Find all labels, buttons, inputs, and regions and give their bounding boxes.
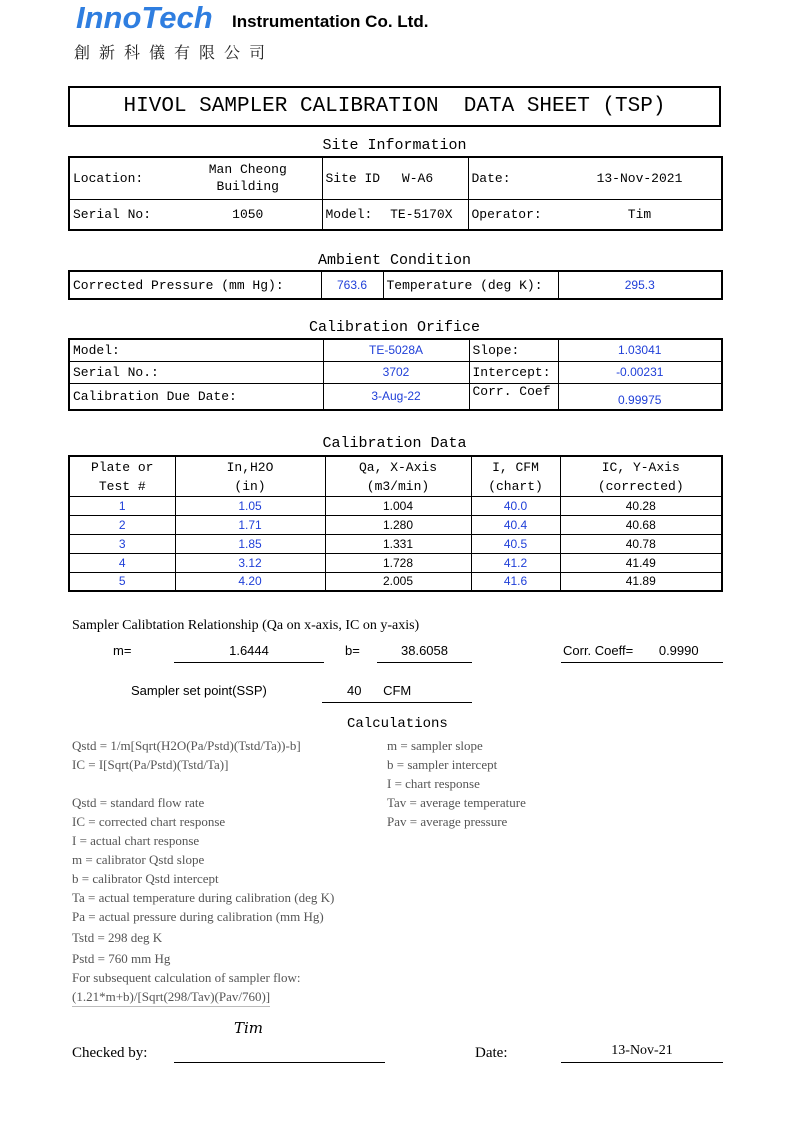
slope-value: 1.03041 bbox=[558, 339, 722, 361]
cfm-value: 40.4 bbox=[471, 515, 560, 534]
qa-value: 2.005 bbox=[325, 572, 471, 591]
test-number: 5 bbox=[69, 572, 175, 591]
formula-line: IC = corrected chart response bbox=[72, 814, 226, 829]
col-header: (m3/min) bbox=[325, 477, 471, 496]
definition-line: b = sampler intercept bbox=[387, 757, 498, 772]
operator-label: Operator: bbox=[468, 199, 558, 230]
ic-value: 41.89 bbox=[560, 572, 722, 591]
col-header: I, CFM bbox=[471, 456, 560, 477]
ssp-value: 40 bbox=[347, 683, 362, 698]
cfm-value: 40.5 bbox=[471, 534, 560, 553]
pressure-value: 763.6 bbox=[321, 271, 383, 299]
serial-label: Serial No: bbox=[69, 199, 174, 230]
ic-value: 41.49 bbox=[560, 553, 722, 572]
signature: Tim bbox=[234, 1019, 264, 1037]
cfm-value: 41.6 bbox=[471, 572, 560, 591]
ic-value: 40.68 bbox=[560, 515, 722, 534]
header-row-1 bbox=[69, 456, 722, 477]
corr-coeff-value: 0.9990 bbox=[658, 643, 699, 658]
ambient-table bbox=[68, 270, 723, 300]
orifice-model-value: TE-5028A bbox=[323, 339, 469, 361]
col-header: (chart) bbox=[471, 477, 560, 496]
orifice-heading: Calibration Orifice bbox=[308, 319, 481, 336]
intercept-value: -0.00231 bbox=[558, 361, 722, 383]
ssp-unit: CFM bbox=[383, 683, 412, 698]
chinese-company-name: 創新科儀有限公司 bbox=[74, 43, 275, 62]
definition-line: Pav = average pressure bbox=[387, 814, 508, 829]
formula-line: Tstd = 298 deg K bbox=[72, 930, 163, 945]
formula-line: (1.21*m+b)/[Sqrt(298/Tav)(Pav/760)] bbox=[72, 987, 270, 1007]
orifice-serial-value: 3702 bbox=[323, 361, 469, 383]
inh2o-value: 1.85 bbox=[175, 534, 325, 553]
formula-line: Qstd = standard flow rate bbox=[72, 795, 205, 810]
site-info-heading: Site Information bbox=[322, 137, 467, 154]
test-number: 3 bbox=[69, 534, 175, 553]
ssp-value-field bbox=[322, 683, 472, 703]
location-label: Location: bbox=[69, 157, 174, 199]
model-label: Model: bbox=[325, 206, 373, 222]
location-value: Man Cheong Building bbox=[174, 157, 322, 199]
due-date-value: 3-Aug-22 bbox=[323, 383, 469, 410]
table-row bbox=[69, 553, 722, 572]
corr-coeff-label: Corr. Coeff= bbox=[563, 643, 634, 658]
b-label: b= bbox=[345, 643, 360, 658]
formula-line: Ta = actual temperature during calibration (deg K) bbox=[72, 890, 335, 905]
definition-line: m = sampler slope bbox=[387, 738, 483, 753]
orifice-serial-label: Serial No.: bbox=[69, 361, 323, 383]
formula-line: Pstd = 760 mm Hg bbox=[72, 951, 171, 966]
site-id-value: W-A6 bbox=[401, 170, 434, 186]
definition-line: I = chart response bbox=[387, 776, 480, 791]
table-row bbox=[69, 572, 722, 591]
site-id-label: Site ID bbox=[325, 170, 381, 186]
site-id-cell bbox=[322, 157, 468, 199]
ic-value: 40.78 bbox=[560, 534, 722, 553]
corr-coeff bbox=[561, 643, 723, 663]
table-row bbox=[69, 496, 722, 515]
footer-date-value: 13-Nov-21 bbox=[561, 1043, 723, 1063]
orifice-table bbox=[68, 338, 723, 411]
inh2o-value: 3.12 bbox=[175, 553, 325, 572]
cal-data-table bbox=[68, 455, 723, 592]
formula-line: IC = I[Sqrt(Pa/Pstd)(Tstd/Ta)] bbox=[72, 757, 229, 772]
cfm-value: 41.2 bbox=[471, 553, 560, 572]
qa-value: 1.280 bbox=[325, 515, 471, 534]
formula-line: b = calibrator Qstd intercept bbox=[72, 871, 219, 886]
date-value: 13-Nov-2021 bbox=[558, 157, 722, 199]
due-date-label: Calibration Due Date: bbox=[69, 383, 323, 410]
model-cell bbox=[322, 199, 468, 230]
inh2o-value: 4.20 bbox=[175, 572, 325, 591]
pressure-label: Corrected Pressure (mm Hg): bbox=[69, 271, 321, 299]
table-row bbox=[69, 515, 722, 534]
relationship-heading: Sampler Calibtation Relationship (Qa on x-axis, IC on y-axis) bbox=[72, 618, 420, 633]
inh2o-value: 1.05 bbox=[175, 496, 325, 515]
test-number: 4 bbox=[69, 553, 175, 572]
intercept-label: Intercept: bbox=[469, 361, 558, 383]
formula-line: Qstd = 1/m[Sqrt(H2O(Pa/Pstd)(Tstd/Ta))-b] bbox=[72, 738, 301, 753]
col-header: Plate or bbox=[69, 456, 175, 477]
cal-data-heading: Calibration Data bbox=[322, 435, 467, 452]
brand-logo: InnoTech bbox=[76, 0, 213, 35]
col-header: Qa, X-Axis bbox=[325, 456, 471, 477]
qa-value: 1.004 bbox=[325, 496, 471, 515]
slope-label: Slope: bbox=[469, 339, 558, 361]
calculations-right bbox=[387, 736, 526, 831]
col-header: Test # bbox=[69, 477, 175, 496]
ssp-label: Sampler set point(SSP) bbox=[131, 683, 267, 698]
col-header: (in) bbox=[175, 477, 325, 496]
col-header: In,H2O bbox=[175, 456, 325, 477]
test-number: 2 bbox=[69, 515, 175, 534]
document-title: HIVOL SAMPLER CALIBRATION DATA SHEET (TSP) bbox=[68, 86, 721, 127]
model-value: TE-5170X bbox=[390, 206, 453, 222]
temperature-label: Temperature (deg K): bbox=[383, 271, 558, 299]
ic-value: 40.28 bbox=[560, 496, 722, 515]
col-header: (corrected) bbox=[560, 477, 722, 496]
company-name: Instrumentation Co. Ltd. bbox=[232, 12, 429, 31]
corr-coef-label: Corr. Coef bbox=[469, 383, 558, 410]
header-row-2 bbox=[69, 477, 722, 496]
table-row bbox=[69, 534, 722, 553]
serial-value: 1050 bbox=[174, 199, 322, 230]
calculations-heading: Calculations bbox=[347, 716, 448, 732]
formula-line: I = actual chart response bbox=[72, 833, 200, 848]
site-info-table bbox=[68, 156, 723, 231]
calculations-left bbox=[72, 736, 334, 1007]
operator-value: Tim bbox=[558, 199, 722, 230]
formula-line: Pa = actual pressure during calibration (mm Hg) bbox=[72, 909, 324, 924]
corr-coef-value: 0.99975 bbox=[558, 383, 722, 410]
orifice-model-label: Model: bbox=[69, 339, 323, 361]
formula-line: m = calibrator Qstd slope bbox=[72, 852, 205, 867]
inh2o-value: 1.71 bbox=[175, 515, 325, 534]
col-header: IC, Y-Axis bbox=[560, 456, 722, 477]
definition-line: Tav = average temperature bbox=[387, 795, 526, 810]
m-label: m= bbox=[113, 643, 132, 658]
ambient-heading: Ambient Condition bbox=[317, 252, 472, 269]
formula-line: For subsequent calculation of sampler flow: bbox=[72, 970, 301, 985]
date-label: Date: bbox=[468, 157, 558, 199]
qa-value: 1.728 bbox=[325, 553, 471, 572]
temperature-value: 295.3 bbox=[558, 271, 722, 299]
checked-by-label: Checked by: bbox=[72, 1045, 148, 1061]
spacer bbox=[72, 774, 334, 793]
footer-date-label: Date: bbox=[475, 1045, 508, 1061]
checked-by-line bbox=[174, 1044, 385, 1063]
qa-value: 1.331 bbox=[325, 534, 471, 553]
cfm-value: 40.0 bbox=[471, 496, 560, 515]
b-value: 38.6058 bbox=[377, 643, 472, 663]
test-number: 1 bbox=[69, 496, 175, 515]
m-value: 1.6444 bbox=[174, 643, 324, 663]
